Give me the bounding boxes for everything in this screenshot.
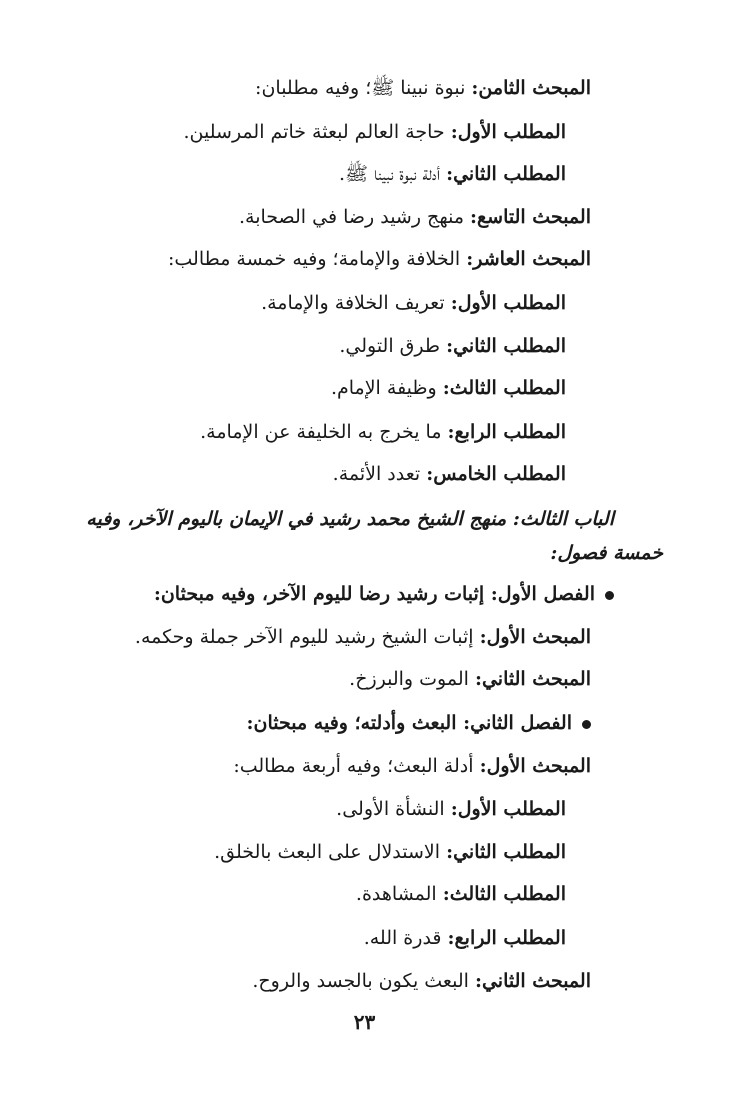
entry-label: المطلب الأول: [450, 121, 566, 143]
entry-text: منهج رشيد رضا في الصحابة. [238, 206, 471, 228]
entry-label: المبحث الثاني: [474, 970, 591, 992]
entry-text: الخلافة والإمامة؛ وفيه خمسة مطالب: [167, 248, 467, 270]
entry-text: تعريف الخلافة والإمامة. [261, 292, 451, 314]
entry-text: ما يخرج به الخليفة عن الإمامة. [200, 421, 448, 443]
page-number: ٢٣ [353, 1010, 376, 1034]
toc-entry-fasl-1 [154, 580, 614, 608]
part-heading-line-1: الباب الثالث: منهج الشيخ محمد رشيد في الإيمان باليوم الآخر، وفيه [86, 508, 614, 530]
toc-entry-mabhath-8 [255, 74, 591, 102]
entry-text: النشأة الأولى. [336, 798, 451, 820]
toc-entry-mabhath-9 [239, 203, 591, 231]
entry-label: المبحث التاسع: [470, 206, 591, 228]
entry-text: أدلة نبوة نبينا ﷺ. [339, 163, 447, 185]
toc-entry-matlab [331, 374, 566, 402]
entry-label: المطلب الثالث: [442, 377, 566, 399]
entry-label: المبحث الأول: [479, 755, 591, 777]
toc-entry-matlab [214, 838, 566, 866]
toc-entry-mabhath [349, 665, 591, 693]
entry-text: وظيفة الإمام. [330, 377, 443, 399]
entry-text: الاستدلال على البعث بالخلق. [214, 841, 447, 863]
toc-entry-mabhath [252, 967, 591, 995]
toc-entry-fasl-2 [247, 709, 591, 737]
entry-label: المبحث الثاني: [474, 668, 591, 690]
toc-entry-matlab [261, 289, 566, 317]
toc-entry-matlab [364, 924, 566, 952]
toc-entry-matlab [333, 460, 566, 488]
entry-text: حاجة العالم لبعثة خاتم المرسلين. [183, 121, 451, 143]
entry-text: نبوة نبينا ﷺ؛ وفيه مطلبان: [255, 77, 472, 99]
entry-label: المطلب الثاني: [446, 163, 566, 185]
entry-text: البعث يكون بالجسد والروح. [252, 970, 475, 992]
toc-entry-matlab [339, 332, 566, 360]
entry-label: المطلب الثاني: [446, 335, 566, 357]
entry-text: الموت والبرزخ. [349, 668, 475, 690]
entry-text: إثبات الشيخ رشيد لليوم الآخر جملة وحكمه. [134, 626, 480, 648]
entry-label: الفصل الأول: [490, 583, 595, 605]
entry-label: المطلب الخامس: [426, 463, 566, 485]
entry-label: المطلب الرابع: [447, 927, 566, 949]
entry-label: المطلب الأول: [450, 798, 566, 820]
entry-text: تعدد الأئمة. [332, 463, 427, 485]
entry-label: المبحث العاشر: [466, 248, 591, 270]
toc-entry-mabhath [233, 752, 591, 780]
toc-entry-matlab [336, 795, 566, 823]
toc-entry-matlab [200, 418, 566, 446]
toc-entry-mabhath-10 [168, 245, 591, 273]
entry-label: المبحث الأول: [479, 626, 591, 648]
entry-label: الفصل الثاني: [463, 712, 572, 734]
toc-entry-matlab [184, 118, 567, 146]
entry-label: المطلب الأول: [450, 292, 566, 314]
entry-text: طرق التولي. [339, 335, 447, 357]
entry-text: قدرة الله. [363, 927, 448, 949]
entry-label: المبحث الثامن: [471, 77, 591, 99]
entry-text: المشاهدة. [355, 883, 443, 905]
entry-text: البعث وأدلته؛ وفيه مبحثان: [246, 712, 464, 734]
bullet-icon [582, 720, 591, 729]
bullet-icon [605, 591, 614, 600]
toc-entry-matlab [356, 880, 566, 908]
entry-text: أدلة البعث؛ وفيه أربعة مطالب: [233, 755, 480, 777]
entry-label: المطلب الثاني: [446, 841, 566, 863]
toc-entry-mabhath [135, 623, 591, 651]
part-heading-line-2: خمسة فصول: [550, 542, 663, 564]
entry-label: المطلب الثالث: [442, 883, 566, 905]
entry-label: المطلب الرابع: [447, 421, 566, 443]
toc-entry-matlab [339, 160, 566, 188]
entry-text: إثبات رشيد رضا لليوم الآخر، وفيه مبحثان: [153, 583, 491, 605]
